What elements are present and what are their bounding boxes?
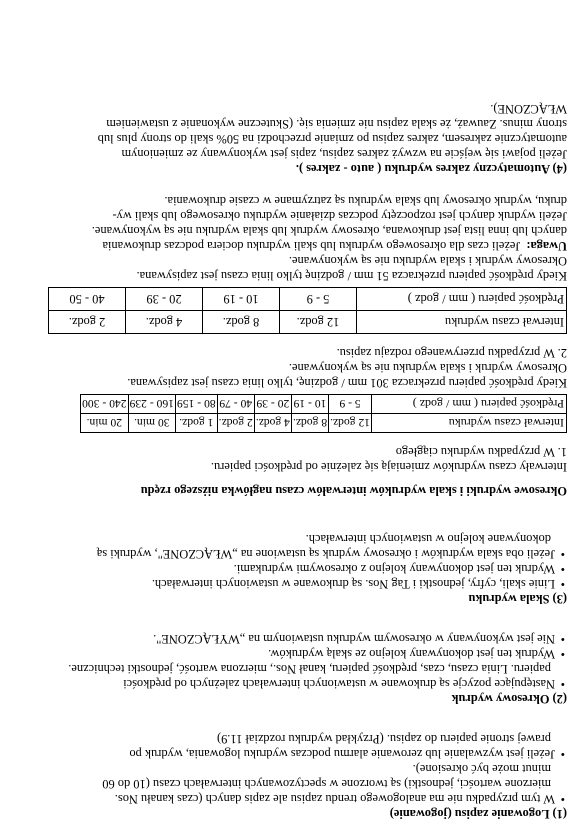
table-cell: 20 min. <box>81 414 128 433</box>
text-line: W tym przypadku nie ma analogowego trendu zapisu ale zapis danych (czas kanału Nos. <box>114 792 555 806</box>
text-line: Nie jest wykonywany w okresowym wydruku ustawionym na „WYŁĄCZONE". <box>153 632 555 646</box>
text-line: prawej stronie papieru do zapisu. (Przykład wydruku rozdział 11.9) <box>217 732 551 746</box>
table-cell: 2 godz. <box>217 414 254 433</box>
table-cell: 2 godz. <box>49 311 126 334</box>
text-line: Jeżeli czas dla okresowego wydruku lub skali wydruku dociera podczas drukowania <box>102 239 521 253</box>
text-line: Jeżeli oba skala wydruków i okresowy wydruk są ustawione na „WŁĄCZONE", wydruki są <box>96 547 555 561</box>
table-cell: 8 godz. <box>291 414 328 433</box>
table-row <box>49 288 567 311</box>
table-cell: 12 godz. <box>280 311 357 334</box>
table-cell: 80 - 159 <box>175 395 217 414</box>
table-row <box>81 414 567 433</box>
table-cell: 4 godz. <box>126 311 203 334</box>
section-2-bullet-3 <box>4 631 567 646</box>
table-header-cell: Prędkość papieru ( mm / godz ) <box>372 395 567 414</box>
section-3-bullet-3 <box>4 531 567 561</box>
case-2-note: Kiedy prędkość papieru przekracza 51 mm / godzinę tylko linia czasu jest zapisywana. <box>136 269 567 283</box>
table-cell: 20 - 39 <box>254 395 291 414</box>
section-1-bullet-1 <box>4 761 567 806</box>
case-1-title: 1. W przypadku wydruku ciągłego <box>395 445 567 459</box>
table-cell: 40 - 50 <box>49 288 126 311</box>
section-4-line: automatycznie zakresem, zakres zapisu po zmianie przechodzi na 50% skali do strony plus lub <box>97 132 567 146</box>
section-2-heading: (2) Okresowy wydruk <box>451 692 567 706</box>
table-cell: 10 - 19 <box>203 288 280 311</box>
bullet-dot: • <box>560 632 565 646</box>
text-line: Jeżeli jest wyzwalanie lub zerowanie alarmu podczas wydruku logowania, wydruk po <box>129 747 555 761</box>
table-header-cell: Prędkość papieru ( mm / godz ) <box>357 288 567 311</box>
table-cell: 12 godz. <box>329 414 372 433</box>
table-cell: 240 - 300 <box>81 395 128 414</box>
section-1-heading: (1) Logowanie zapisu (jogowanie) <box>389 807 567 821</box>
text-line: Wydruk ten jest dokonywany kolejno ze skalą wydruków. <box>268 647 555 661</box>
table-continuous <box>80 394 567 433</box>
case-1-note: Kiedy prędkość papieru przekracza 301 mm / godzinę, tylko linia czasu jest zapisywana. <box>127 376 567 390</box>
bullet-dot: • <box>560 577 565 591</box>
bullet-dot: • <box>560 647 565 661</box>
uwaga-line: Jeżeli wydruk danych jest rozpoczęty podczas działanie wydruku okresowego lub skali wy- <box>112 209 567 223</box>
intervals-heading: Okresowe wydruki i skala wydruków interwałów czasu nagłówka niższego rzędu <box>140 484 567 498</box>
table-cell: 160 - 239 <box>128 395 175 414</box>
bullet-dot: • <box>560 547 565 561</box>
text-line: papieru. Linia czasu, czas, prędkość papieru, kanał Nos., mierzona wartość, jednostki techniczne. <box>68 662 551 676</box>
table-header-cell: Interwał czasu wydruku <box>372 414 567 433</box>
section-4-heading: (4) Automatyczny zakres wydruku ( auto - zakres ). <box>295 162 567 176</box>
table-cell: 10 - 19 <box>291 395 328 414</box>
table-intermittent <box>48 287 567 334</box>
case-2-title: 2. W przypadku przerywanego rodzaju zapisu. <box>336 346 567 360</box>
bullet-dot: • <box>560 677 565 691</box>
section-1-bullet-2 <box>4 731 567 761</box>
table-header-cell: Interwał czasu wydruku <box>357 311 567 334</box>
uwaga-note <box>4 238 567 253</box>
table-cell: 20 - 39 <box>126 288 203 311</box>
case-1-note: Okresowy wydruk i skala wydruku nie są wykonywane. <box>288 361 567 375</box>
table-row <box>49 311 567 334</box>
section-2-bullet-2 <box>4 646 567 661</box>
text-line: minut może być okresione). <box>412 762 551 776</box>
table-cell: 1 godz. <box>175 414 217 433</box>
table-cell: 40 - 79 <box>217 395 254 414</box>
section-4-line: Jeżeli pojawi się wejście na wzwyż zakres zapisu, zapis jest wykonywany ze zmienionym <box>121 147 567 161</box>
uwaga-label: Uwaga: <box>526 239 567 253</box>
table-cell: 8 godz. <box>203 311 280 334</box>
text-line: Następujące pozycje są drukowane w ustawionych interwałach zależnych od prędkości <box>123 677 555 691</box>
section-3-bullet-1 <box>4 576 567 591</box>
text-line: dokonywane kolejno w ustawionych interwałach. <box>305 532 551 546</box>
text-line: Wydruk ten jest dokonywany kolejno z okresowymi wydrukami. <box>233 562 555 576</box>
section-4-line: WŁĄCZONE). <box>490 102 567 116</box>
table-cell: 4 godz. <box>254 414 291 433</box>
bullet-dot: • <box>560 792 565 806</box>
section-3-bullet-2 <box>4 561 567 576</box>
bullet-dot: • <box>560 747 565 761</box>
text-line: mierzone wartości, jednostki) są tworzone w spectyzowanych interwałach czasu (10 do 60 <box>102 777 551 791</box>
case-2-note: Okresowy wydruk i skala wydruku nie są wykonywane. <box>288 254 567 268</box>
section-2-bullet-1 <box>4 661 567 691</box>
uwaga-line: danych lub inna lista jest drukowana, okresowy wydruk lub skala wydruku nie są wykonywane. <box>91 224 567 238</box>
section-3-heading: (3) Skala wydruku <box>468 592 567 606</box>
table-cell: 30 min. <box>128 414 175 433</box>
table-cell: 5 - 9 <box>329 395 372 414</box>
section-4-line: strony minus. Zauważ, że skala zapisu nie zmienia się. (Skuteczne wykonanie z ustawieniem <box>106 117 567 131</box>
table-row <box>81 395 567 414</box>
bullet-dot: • <box>560 562 565 576</box>
table-cell: 5 - 9 <box>280 288 357 311</box>
uwaga-line: druku, wydruk okresowy lub skala wydruku są zatrzymane w czasie drukowania. <box>164 194 567 208</box>
text-line: Linie skali, cyfry, jednostki i Tag Nos. są drukowane w ustawionych interwałach. <box>151 577 555 591</box>
intervals-intro: Interwały czasu wydruków zmieniają się zależnie od prędkości papieru. <box>210 460 567 474</box>
